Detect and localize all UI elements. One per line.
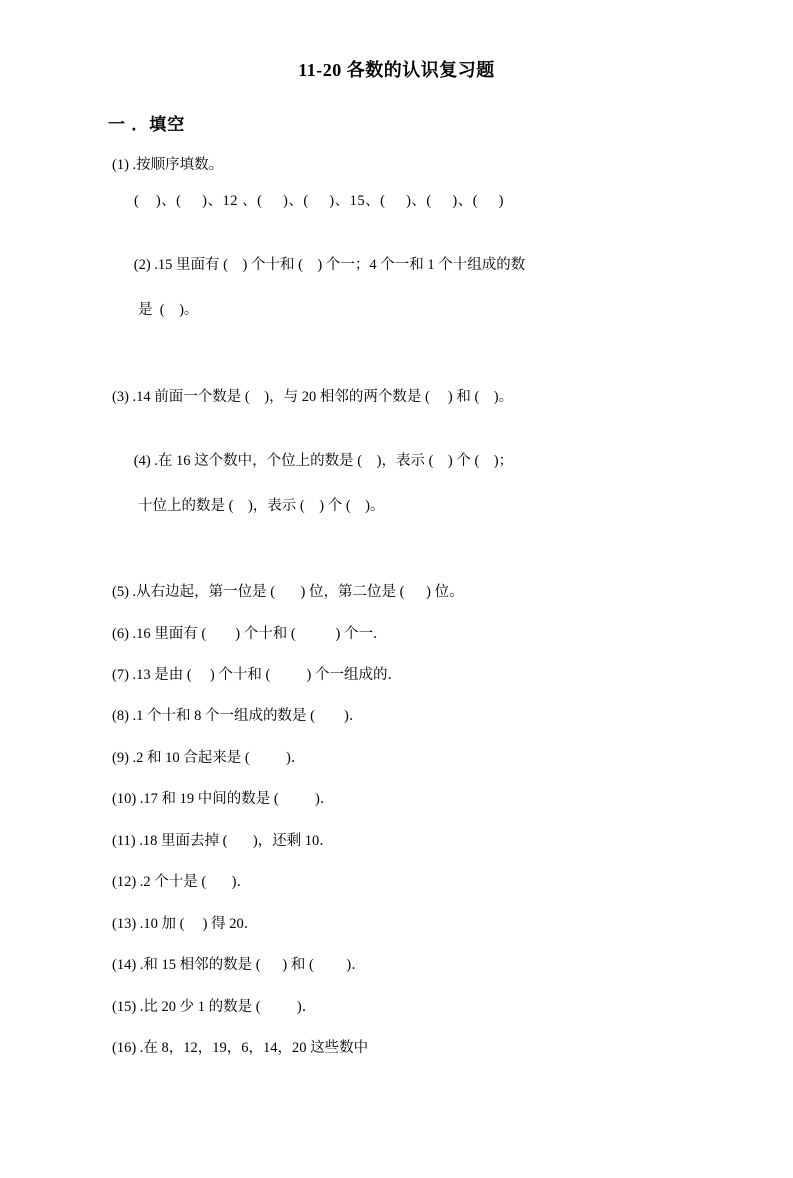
question-12: (12) .2 个十是 ( )． <box>112 874 251 891</box>
page-title: 11-20 各数的认识复习题 <box>298 60 495 80</box>
question-7: (7) .13 是由 ( ) 个十和 ( ) 个一组成的． <box>112 666 402 683</box>
question-13: (13) .10 加 ( ) 得 20． <box>112 915 259 932</box>
question-1: (1) .按顺序填数。 <box>112 157 224 173</box>
question-2-line1: (2) .15 里面有 ( ) 个十和 ( ) 个一；4 个一和 1 个十组成的数 <box>133 257 526 274</box>
question-16: (16) .在 8，12，19，6，14，20 这些数中 <box>112 1040 369 1057</box>
question-9: (9) .2 和 10 合起来是 ( )． <box>112 749 306 766</box>
question-4-line2: 十位上的数是 ( )，表示 ( ) 个 ( )。 <box>138 497 385 514</box>
question-11: (11) .18 里面去掉 ( )，还剩 10． <box>112 832 334 849</box>
question-10: (10) .17 和 19 中间的数是 ( )． <box>112 791 335 808</box>
question-2-line2: 是 ( )。 <box>138 302 199 319</box>
question-15: (15) .比 20 少 1 的数是 ( )． <box>112 998 317 1015</box>
question-2 <box>112 232 721 367</box>
question-3: (3) .14 前面一个数是 ( )，与 20 相邻的两个数是 ( ) 和 ( )。 <box>112 388 514 405</box>
worksheet-page <box>0 56 793 1178</box>
question-4-line1: (4) .在 16 这个数中，个位上的数是 ( )，表示 ( ) 个 ( )； <box>133 452 514 469</box>
question-5: (5) .从右边起，第一位是 ( ) 位，第二位是 ( ) 位。 <box>112 584 464 601</box>
question-6: (6) .16 里面有 ( ) 个十和 ( ) 个一． <box>112 625 388 642</box>
question-4 <box>112 427 721 562</box>
question-list <box>72 154 721 1060</box>
question-8: (8) .1 个十和 8 个一组成的数是 ( )． <box>112 708 364 725</box>
section-heading-fill-in-blank: 一 ．填空 <box>108 115 186 134</box>
question-1-sequence-blanks: ( )、( )、12 、( )、( )、15、( )、( )、( ) <box>134 193 504 210</box>
question-14: (14) .和 15 相邻的数是 ( ) 和 ( )． <box>112 957 366 974</box>
